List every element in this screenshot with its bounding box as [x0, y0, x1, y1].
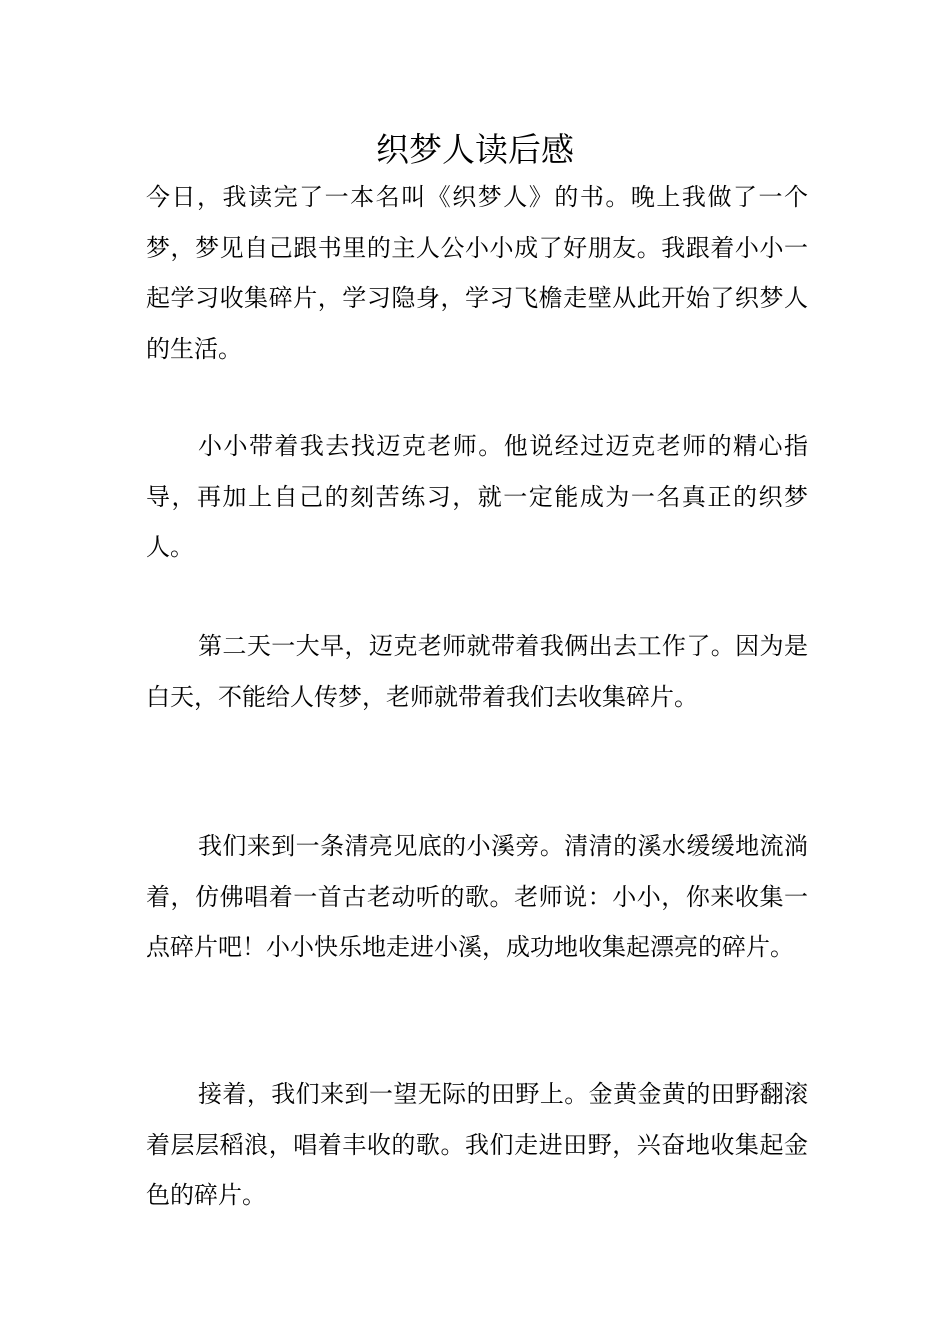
paragraph-3: 第二天一大早，迈克老师就带着我俩出去工作了。因为是白天，不能给人传梦，老师就带着我们去收集碎片。: [146, 632, 808, 711]
paragraph-1: 今日，我读完了一本名叫《织梦人》的书。晚上我做了一个梦，梦见自己跟书里的主人公小小成了好朋友。我跟着小小一起学习收集碎片，学习隐身，学习飞檐走壁从此开始了织梦人的生活。: [146, 183, 808, 363]
paragraph-5: 接着，我们来到一望无际的田野上。金黄金黄的田野翻滚着层层稻浪，唱着丰收的歌。我们走进田野，兴奋地收集起金色的碎片。: [146, 1080, 808, 1209]
paragraph-4: 我们来到一条清亮见底的小溪旁。清清的溪水缓缓地流淌着，仿佛唱着一首古老动听的歌。老师说：小小，你来收集一点碎片吧！小小快乐地走进小溪，成功地收集起漂亮的碎片。: [146, 832, 808, 961]
paragraph-2: 小小带着我去找迈克老师。他说经过迈克老师的精心指导，再加上自己的刻苦练习，就一定能成为一名真正的织梦人。: [146, 432, 808, 561]
document-title: 织梦人读后感: [376, 130, 574, 169]
